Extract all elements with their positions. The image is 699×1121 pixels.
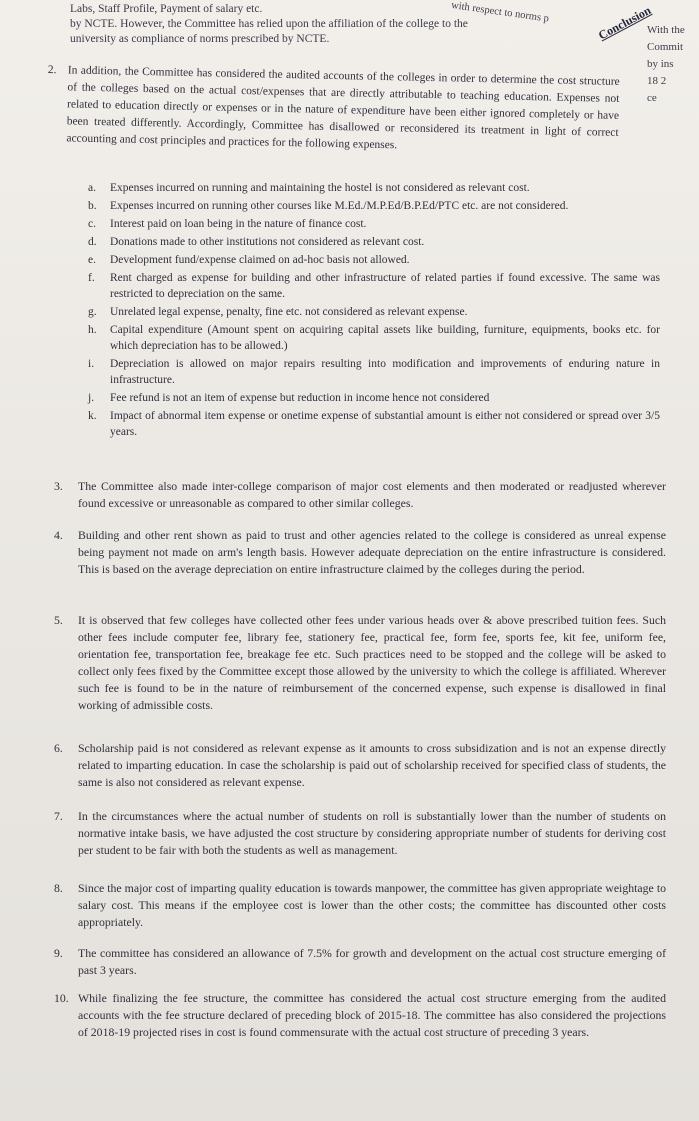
sub-item-mark: e. [88,254,96,266]
side-note-line: 18 2 [647,75,667,87]
paragraph-text: The committee has considered an allowance of 7.5% for growth and development on the actual cost structure emerging of past 3 years. [78,946,666,977]
side-margin-note [647,22,699,107]
paragraph-5 [54,612,666,714]
sub-item-text: Impact of abnormal item expense or onetime expense of substantial amount is either not considered or spread over 3/5 years. [110,410,660,438]
paragraph-number: 8. [54,881,63,895]
sub-item-text: Capital expenditure (Amount spent on acquiring capital assets like building, furniture, equipments, books etc. for which depreciation has to be allowed.) [110,324,660,352]
paragraph-4 [54,527,666,578]
paragraph-number: 10. [54,991,69,1005]
sub-item-mark: k. [88,410,97,422]
paragraph-3 [54,478,666,512]
paragraph-text: While finalizing the fee structure, the committee has considered the actual cost structure emerging from the audited accounts with the fee structure declared of preceding block of 2015-18. The committee has also considered the projections of 2018-19 projected rises in cost is found commensurate with the actual cost structure of preceding 3 years. [78,991,666,1039]
sub-item [88,322,660,354]
sub-item [88,216,660,232]
paragraph-number: 2. [47,63,57,77]
sub-item-mark: i. [88,358,95,370]
top-line-2: by NCTE. However, the Committee has relied upon the affiliation of the college to the [70,18,468,30]
top-fragment: with respect to norms p [450,0,550,25]
conclusion-heading: Conclusion [596,3,654,43]
top-line-3: university as compliance of norms prescribed by NCTE. [70,33,330,45]
sub-item-text: Interest paid on loan being in the nature of finance cost. [110,218,367,230]
sub-item-text: Rent charged as expense for building and other infrastructure of related parties if found excessive. The same was restricted to depreciation on the same. [110,272,660,300]
sub-item [88,234,660,250]
paragraph-text: In addition, the Committee has considered the audited accounts of the colleges in order to determine the cost structure of the colleges based on the actual cost/expenses that are directly attributable to teaching education. Expenses not related to education directly or expenses or in the nature of expenditure have been either ignored completely or have been treated differently. Accordingly, Committee has disallowed or reconsidered its treatment in light of correct accounting and cost principles and practices for the following expenses. [66,64,620,152]
sub-item-text: Donations made to other institutions not considered as relevant cost. [110,236,425,248]
paragraph-8 [54,880,666,931]
sub-item-mark: j. [88,392,95,404]
paragraph-7 [54,808,666,859]
paragraph-text: Since the major cost of imparting quality education is towards manpower, the committee has given appropriate weightage to salary cost. This means if the employee cost is lower than the other costs; the committee has discounted other costs appropriately. [78,881,666,929]
sub-item [88,270,660,302]
paragraph-text: Scholarship paid is not considered as relevant expense as it amounts to cross subsidization and is not an expense directly related to imparting education. In case the scholarship is paid out of scholarship received for specified class of students, the same is also not considered as relevant expense. [78,741,666,789]
paragraph-6 [54,740,666,791]
sub-item [88,252,660,268]
paragraph-number: 3. [54,479,63,493]
sub-item-mark: b. [88,200,97,212]
side-note-line: With the [647,24,685,36]
sub-item [88,390,660,406]
expense-sub-list [88,180,660,442]
sub-item [88,304,660,320]
sub-item-mark: a. [88,182,96,194]
paragraph-number: 5. [54,613,63,627]
sub-item-text: Development fund/expense claimed on ad-hoc basis not allowed. [110,254,410,266]
paragraph-2 [46,62,620,159]
side-note-line: by ins [647,58,674,70]
paragraph-text: It is observed that few colleges have collected other fees under various heads over & above prescribed tuition fees. Such other fees include computer fee, library fee, stationery fee, practical fee, form fee, sports fee, kit fee, uniform fee, orientation fee, transportation fee, breakage fee etc. Such practices need to be stopped and the college will be asked to collect only fees fixed by the Committee except those allowed by the university to which the college is affiliated. Wherever such fee is found to be in the nature of reimbursement of the concerned expense, such expense is disallowed in final working of admissible costs. [78,613,666,712]
sub-item [88,408,660,440]
sub-item-text: Expenses incurred on running and maintaining the hostel is not considered as relevant cost. [110,182,530,194]
paragraph-number: 7. [54,809,63,823]
sub-item-mark: h. [88,324,97,336]
sub-item-text: Expenses incurred on running other courses like M.Ed./M.P.Ed/B.P.Ed/PTC etc. are not considered. [110,200,569,212]
paragraph-9 [54,945,666,979]
sub-item-mark: c. [88,218,96,230]
sub-item-mark: d. [88,236,97,248]
paragraph-10 [54,990,666,1041]
sub-item [88,180,660,196]
side-note-line: Commit [647,41,684,53]
paragraph-text: The Committee also made inter-college comparison of major cost elements and then moderated or readjusted wherever found excessive or unreasonable as compared to other similar colleges. [78,479,666,510]
top-line-1: Labs, Staff Profile, Payment of salary etc. [70,3,263,15]
sub-item [88,198,660,214]
sub-item-mark: f. [88,272,95,284]
paragraph-number: 9. [54,946,63,960]
sub-item-text: Unrelated legal expense, penalty, fine etc. not considered as relevant expense. [110,306,468,318]
paragraph-text: Building and other rent shown as paid to trust and other agencies related to the college is considered as unreal expense being payment not made on arm's length basis. However adequate depreciation on the entire infrastructure is considered. This is based on the average depreciation on entire infrastructure claimed by the colleges during the period. [78,528,666,576]
sub-item-mark: g. [88,306,97,318]
sub-item-text: Depreciation is allowed on major repairs resulting into modification and improvements of enduring nature in infrastructure. [110,358,660,386]
paragraph-text: In the circumstances where the actual number of students on roll is substantially lower than the number of students on normative intake basis, we have adjusted the cost structure by considering appropriate number of students for deriving cost per student to be fair with both the students as well as management. [78,809,666,857]
paragraph-number: 4. [54,528,63,542]
sub-item [88,356,660,388]
paragraph-number: 6. [54,741,63,755]
sub-item-text: Fee refund is not an item of expense but reduction in income hence not considered [110,392,490,404]
side-note-line: ce [647,92,657,104]
